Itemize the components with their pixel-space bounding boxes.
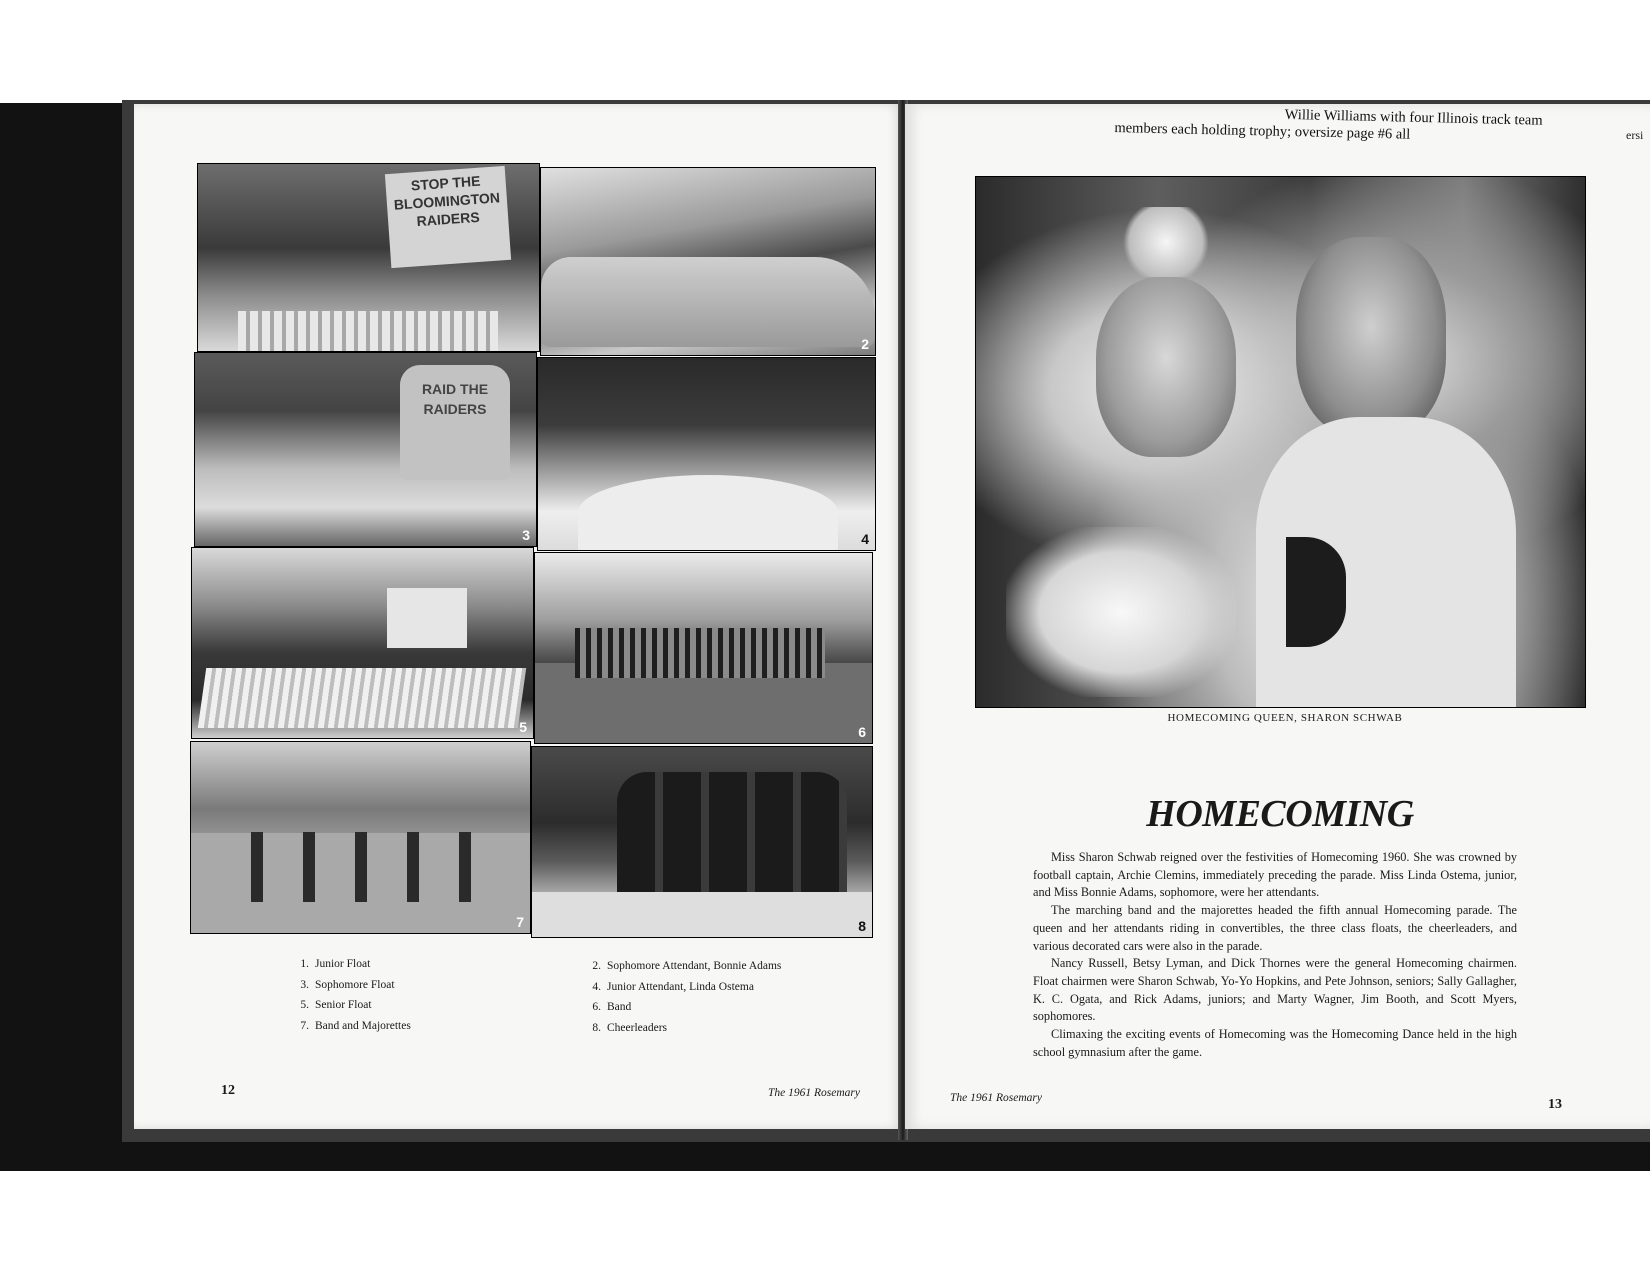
photo-captions-right-column — [581, 956, 781, 1038]
majorettes — [211, 832, 511, 902]
photo-band — [534, 552, 873, 744]
caption-item: 2. Sophomore Attendant, Bonnie Adams — [592, 960, 782, 972]
article-paragraph: Climaxing the exciting events of Homecoming was the Homecoming Dance held in the high school gymnasium after the game. — [1033, 1027, 1517, 1059]
photo-number: 8 — [858, 918, 866, 934]
float-platform — [198, 668, 526, 728]
photo-number: 2 — [861, 336, 869, 352]
float-skirt — [238, 311, 498, 351]
float-sign: STOP THE BLOOMINGTON RAIDERS — [385, 166, 511, 268]
photo-number: 6 — [858, 724, 866, 740]
flower-bouquet — [1006, 527, 1236, 697]
running-title-right: The 1961 Rosemary — [950, 1092, 1042, 1104]
overlay-note-line-1: Willie Williams with four Illinois track team — [1284, 106, 1543, 129]
caption-item: 4. Junior Attendant, Linda Ostema — [592, 980, 754, 993]
gown — [578, 475, 838, 550]
convertible-car — [541, 257, 875, 347]
photo-sophomore-attendant — [540, 167, 876, 356]
sweater-letter — [1286, 537, 1346, 647]
overlay-note-line-2: members each holding trophy; oversize page #6 all — [1114, 119, 1411, 143]
article-paragraph: Miss Sharon Schwab reigned over the festivities of Homecoming 1960. She was crowned by football captain, Archie Clemins, immediately preceding the parade. Miss Linda Ostema, junior, and Miss Bonnie Adams, sophomore, were her attendants. — [1033, 850, 1517, 900]
photo-number: 5 — [519, 719, 527, 735]
crown-flowers — [1116, 207, 1216, 277]
convertible-car — [532, 892, 872, 937]
photo-cheerleaders — [531, 746, 873, 938]
page-number-right: 13 — [1548, 1097, 1562, 1112]
photo-junior-float — [197, 163, 540, 352]
article-body — [1033, 849, 1517, 1061]
queen-photo-caption: HOMECOMING QUEEN, SHARON SCHWAB — [1167, 712, 1403, 724]
caption-item: 7. Band and Majorettes — [300, 1019, 411, 1032]
caption-item: 8. Cheerleaders — [592, 1021, 668, 1034]
caption-item: 1. Junior Float — [300, 958, 371, 970]
marchers — [575, 628, 825, 678]
photo-captions-left-column — [289, 954, 411, 1036]
queen-face — [1096, 277, 1236, 457]
photo-sophomore-float — [194, 352, 537, 547]
photo-number: 4 — [861, 531, 869, 547]
photo-homecoming-queen — [975, 176, 1586, 708]
running-title-left: The 1961 Rosemary — [768, 1087, 860, 1099]
photo-band-and-majorettes — [190, 741, 531, 934]
captain-face — [1296, 237, 1446, 437]
article-paragraph: Nancy Russell, Betsy Lyman, and Dick Thornes were the general Homecoming chairmen. Float chairmen were Sharon Schwab, Yo-Yo Hopkins, and Pete Johnson, seniors; Sally Gallagher, K. C. Ogata, and Rick Adams, juniors; and Marty Wagner, Jim Booth, and Scott Myers, sophomores. — [1033, 956, 1517, 1024]
photo-number: 3 — [522, 527, 530, 543]
photo-number: 7 — [516, 914, 524, 930]
caption-item: 5. Senior Float — [300, 999, 372, 1011]
photo-junior-attendant — [537, 357, 876, 551]
float-sign: RAID THE RAIDERS — [400, 365, 510, 480]
photo-senior-float — [191, 547, 534, 739]
float-sign — [387, 588, 467, 648]
article-headline: HOMECOMING — [1146, 793, 1414, 835]
page-number-left: 12 — [221, 1083, 235, 1098]
cheerleaders-group — [617, 772, 847, 912]
caption-item: 6. Band — [592, 1001, 632, 1013]
edge-text-fragment: ersi — [1626, 128, 1644, 142]
article-paragraph: The marching band and the majorettes headed the fifth annual Homecoming parade. The queen and her attendants riding in convertibles, the three class floats, the cheerleaders, and various decorated cars were also in the parade. — [1033, 903, 1517, 953]
caption-item: 3. Sophomore Float — [300, 978, 395, 991]
